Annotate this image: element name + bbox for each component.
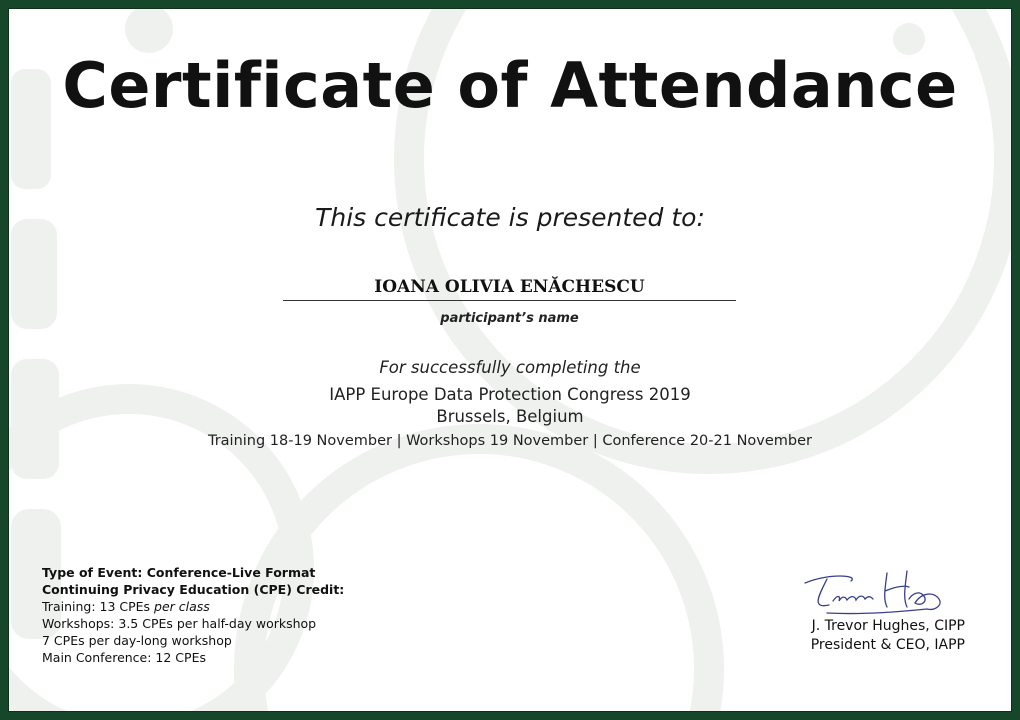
workshops-half-credit: Workshops: 3.5 CPEs per half-day workshop (42, 616, 317, 631)
event-location: Brussels, Belgium (436, 407, 584, 426)
workshops-full-credit: 7 CPEs per day-long workshop (42, 633, 232, 648)
participant-name-caption: participant’s name (440, 311, 579, 326)
training-credit-unit: per class (154, 599, 210, 614)
main-conference-credit: Main Conference: 12 CPEs (42, 650, 206, 665)
event-name: IAPP Europe Data Protection Congress 2019 (329, 385, 691, 404)
event-dates: Training 18-19 November | Workshops 19 November | Conference 20-21 November (207, 433, 813, 449)
signatory-role: President & CEO, IAPP (810, 637, 965, 653)
training-credit (42, 598, 344, 615)
training-credit-value: Training: 13 CPEs (42, 599, 155, 614)
cpe-heading: Continuing Privacy Education (CPE) Credit: (42, 582, 345, 597)
signature-image (799, 565, 949, 617)
certificate-sheet (8, 8, 1012, 712)
type-of-event: Type of Event: Conference-Live Format (42, 565, 316, 580)
participant-name: IOANA OLIVIA ENĂCHESCU (283, 277, 736, 301)
cpe-credits (42, 564, 344, 666)
presented-to-text: This certificate is presented to: (315, 203, 705, 232)
completing-text: For successfully completing the (379, 358, 641, 377)
signatory-name: J. Trevor Hughes, CIPP (811, 618, 965, 634)
event-block (9, 384, 1011, 428)
certificate-title: Certificate of Attendance (62, 49, 958, 122)
signatory (811, 617, 965, 655)
